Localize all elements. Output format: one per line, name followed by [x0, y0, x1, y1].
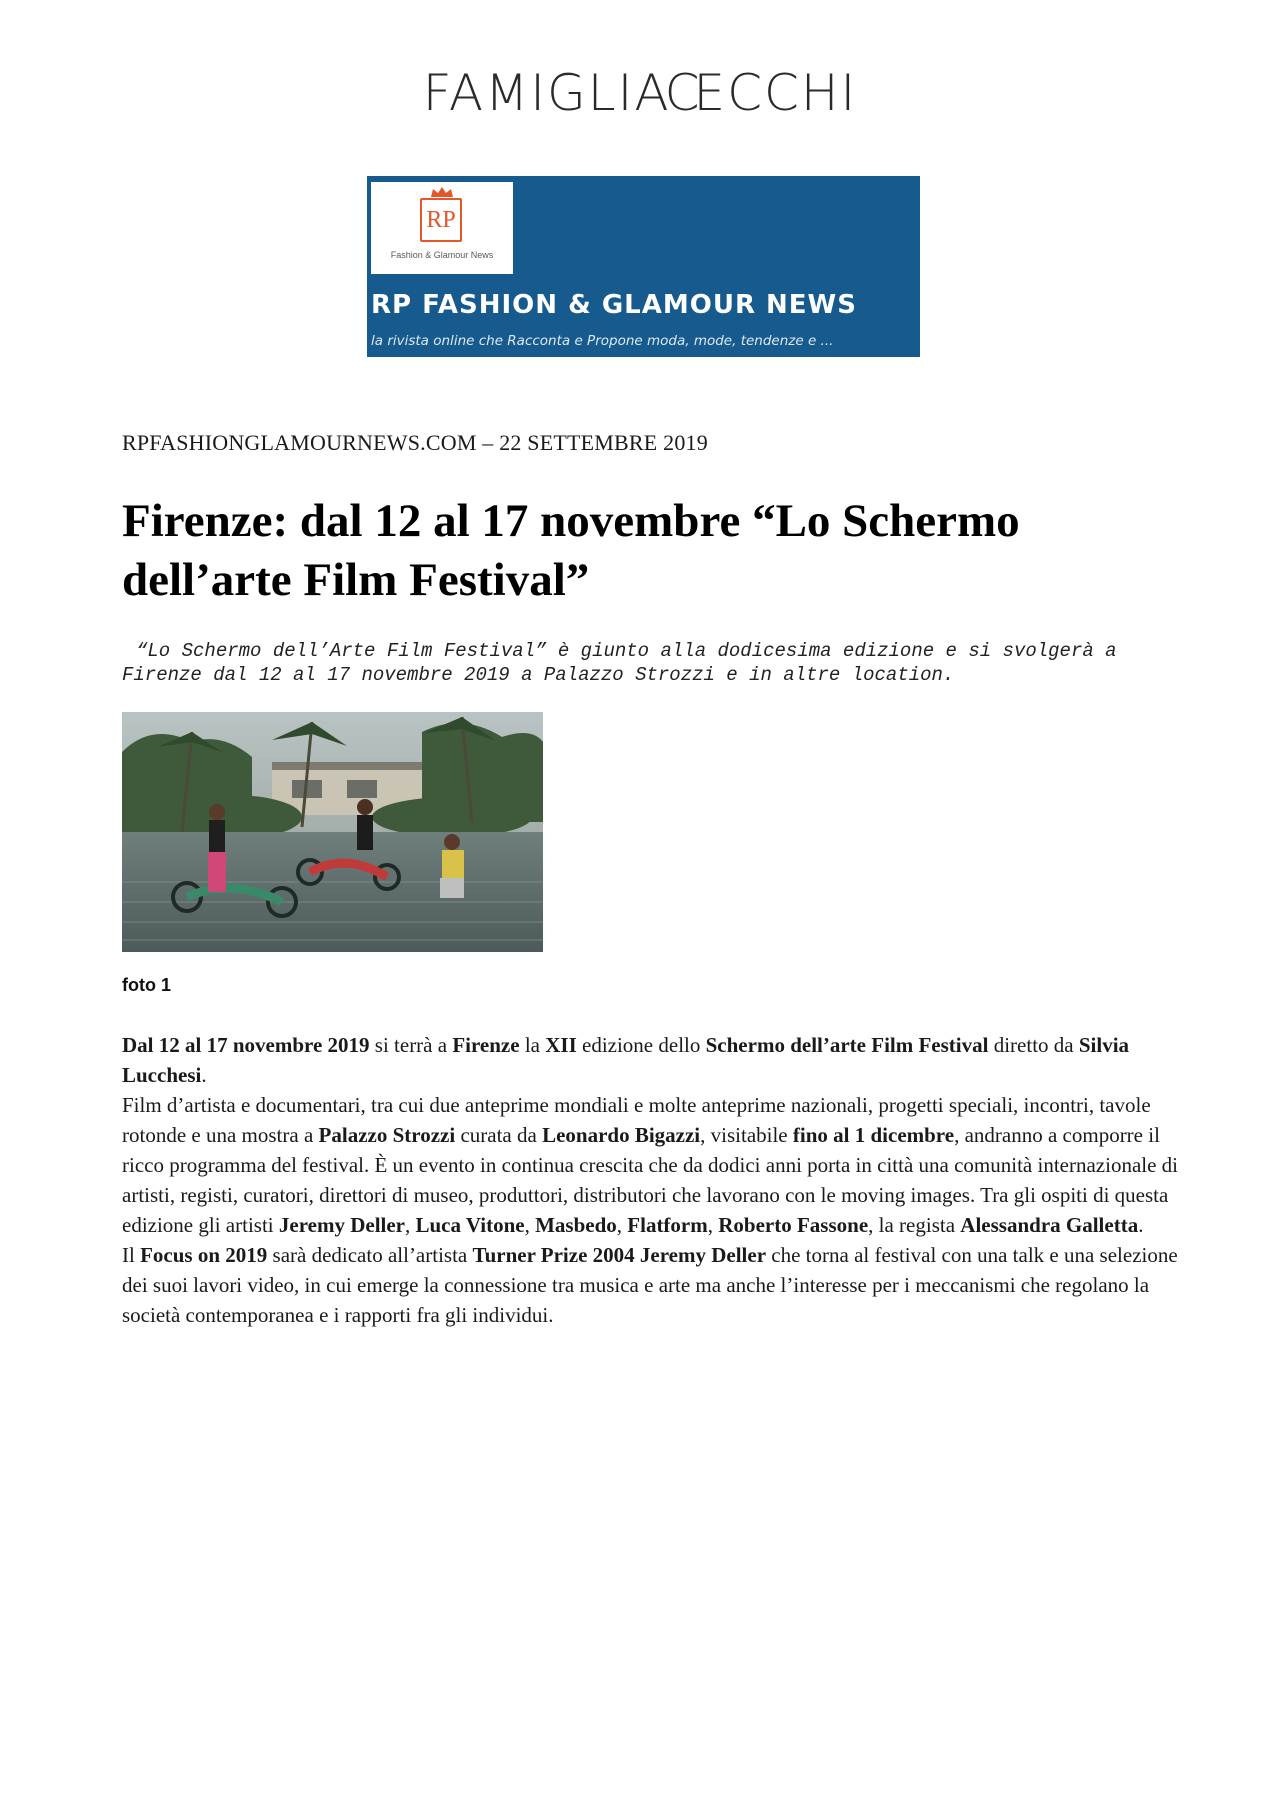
- p3-s3: sarà dedicato all’artista: [267, 1243, 473, 1267]
- p2-s19: .: [1138, 1213, 1144, 1237]
- p2-s6: fino al 1 dicembre: [792, 1123, 955, 1147]
- p2-s4: Leonardo Bigazzi: [542, 1123, 701, 1147]
- banner-title: RP FASHION & GLAMOUR NEWS: [371, 290, 857, 320]
- p1-s2: si terrà a: [369, 1033, 453, 1057]
- banner-logo: [371, 182, 513, 274]
- masthead-part2: C: [664, 64, 702, 122]
- masthead-part1: FAMIGLIA: [422, 64, 671, 122]
- p2-s1: Film d’artista e documentari, tra cui due anteprime mondiali e molte anteprime nazionali, progetti speciali, incontri, tavole rotonde e una mostra a: [122, 1093, 1151, 1147]
- p1-s8: diretto da: [988, 1033, 1079, 1057]
- p2-s15: ,: [707, 1213, 719, 1237]
- masthead-logo: [0, 64, 1280, 122]
- article-headline: Firenze: dal 12 al 17 novembre “Lo Schermo dell’arte Film Festival”: [122, 495, 1020, 606]
- logo-monogram: RP: [420, 198, 462, 242]
- photo-illustration: [122, 712, 543, 952]
- body-paragraph-3: [122, 1240, 1192, 1330]
- p2-s18: Alessandra Galletta: [960, 1213, 1139, 1237]
- p2-s16: Roberto Fassone: [718, 1213, 869, 1237]
- p1-s1: Dal 12 al 17 novembre 2019: [122, 1033, 370, 1057]
- crown-icon: [430, 186, 454, 198]
- p1-s3: Firenze: [452, 1033, 520, 1057]
- p1-s4: la: [519, 1033, 546, 1057]
- article-photo: [122, 712, 543, 952]
- p1-s10: .: [201, 1063, 207, 1087]
- p2-s8: Jeremy Deller: [278, 1213, 405, 1237]
- body-paragraph-1: [122, 1030, 1192, 1090]
- publication-banner[interactable]: [367, 176, 920, 357]
- banner-tagline: la rivista online che Racconta e Propone moda, mode, tendenze e ...: [371, 333, 834, 349]
- p1-s9: Silvia Lucchesi: [122, 1033, 1130, 1087]
- p1-s5: XII: [545, 1033, 577, 1057]
- photo-caption: foto 1: [122, 975, 171, 995]
- article-body: [122, 1030, 1192, 1330]
- p2-s7: , andranno a comporre il ricco programma del festival. È un evento in continua crescita che da dodici anni porta in città una comunità internazionale di artisti, registi, curatori, direttori di museo, produttori, distributori che lavorano con le moving images. Tra gli ospiti di questa edizione gli artisti: [122, 1123, 1179, 1237]
- p2-s10: Luca Vitone: [415, 1213, 525, 1237]
- p2-s3: curata da: [455, 1123, 543, 1147]
- masthead-part3: ECCHI: [693, 64, 858, 122]
- p1-s6: edizione dello: [576, 1033, 706, 1057]
- article-source-date: RPFASHIONGLAMOURNEWS.COM – 22 SETTEMBRE 2019: [122, 430, 708, 455]
- p2-s17: , la regista: [868, 1213, 961, 1237]
- p1-s7: Schermo dell’arte Film Festival: [705, 1033, 989, 1057]
- p3-s2: Focus on 2019: [140, 1243, 268, 1267]
- p2-s2: Palazzo Strozzi: [318, 1123, 456, 1147]
- p2-s14: Flatform: [627, 1213, 708, 1237]
- p3-s5: che torna al festival con una talk e una selezione dei suoi lavori video, in cui emerge la connessione tra musica e arte ma anche l’interesse per i meccanismi che regolano la società contemporanea e i rapporti fra gli individui.: [122, 1243, 1178, 1327]
- body-paragraph-2: [122, 1090, 1192, 1240]
- p2-s13: ,: [616, 1213, 628, 1237]
- article-intro: “Lo Schermo dell’Arte Film Festival” è giunto alla dodicesima edizione e si svolgerà a Firenze dal 12 al 17 novembre 2019 a Palazzo Strozzi e in altre location.: [122, 640, 1117, 686]
- p3-s4: Turner Prize 2004 Jeremy Deller: [472, 1243, 767, 1267]
- p2-s11: ,: [524, 1213, 536, 1237]
- p2-s5: , visitabile: [700, 1123, 793, 1147]
- p2-s12: Masbedo: [535, 1213, 617, 1237]
- p2-s9: ,: [405, 1213, 416, 1237]
- person-center: [357, 799, 373, 850]
- logo-subtitle: Fashion & Glamour News: [390, 250, 494, 260]
- p3-s1: Il: [122, 1243, 141, 1267]
